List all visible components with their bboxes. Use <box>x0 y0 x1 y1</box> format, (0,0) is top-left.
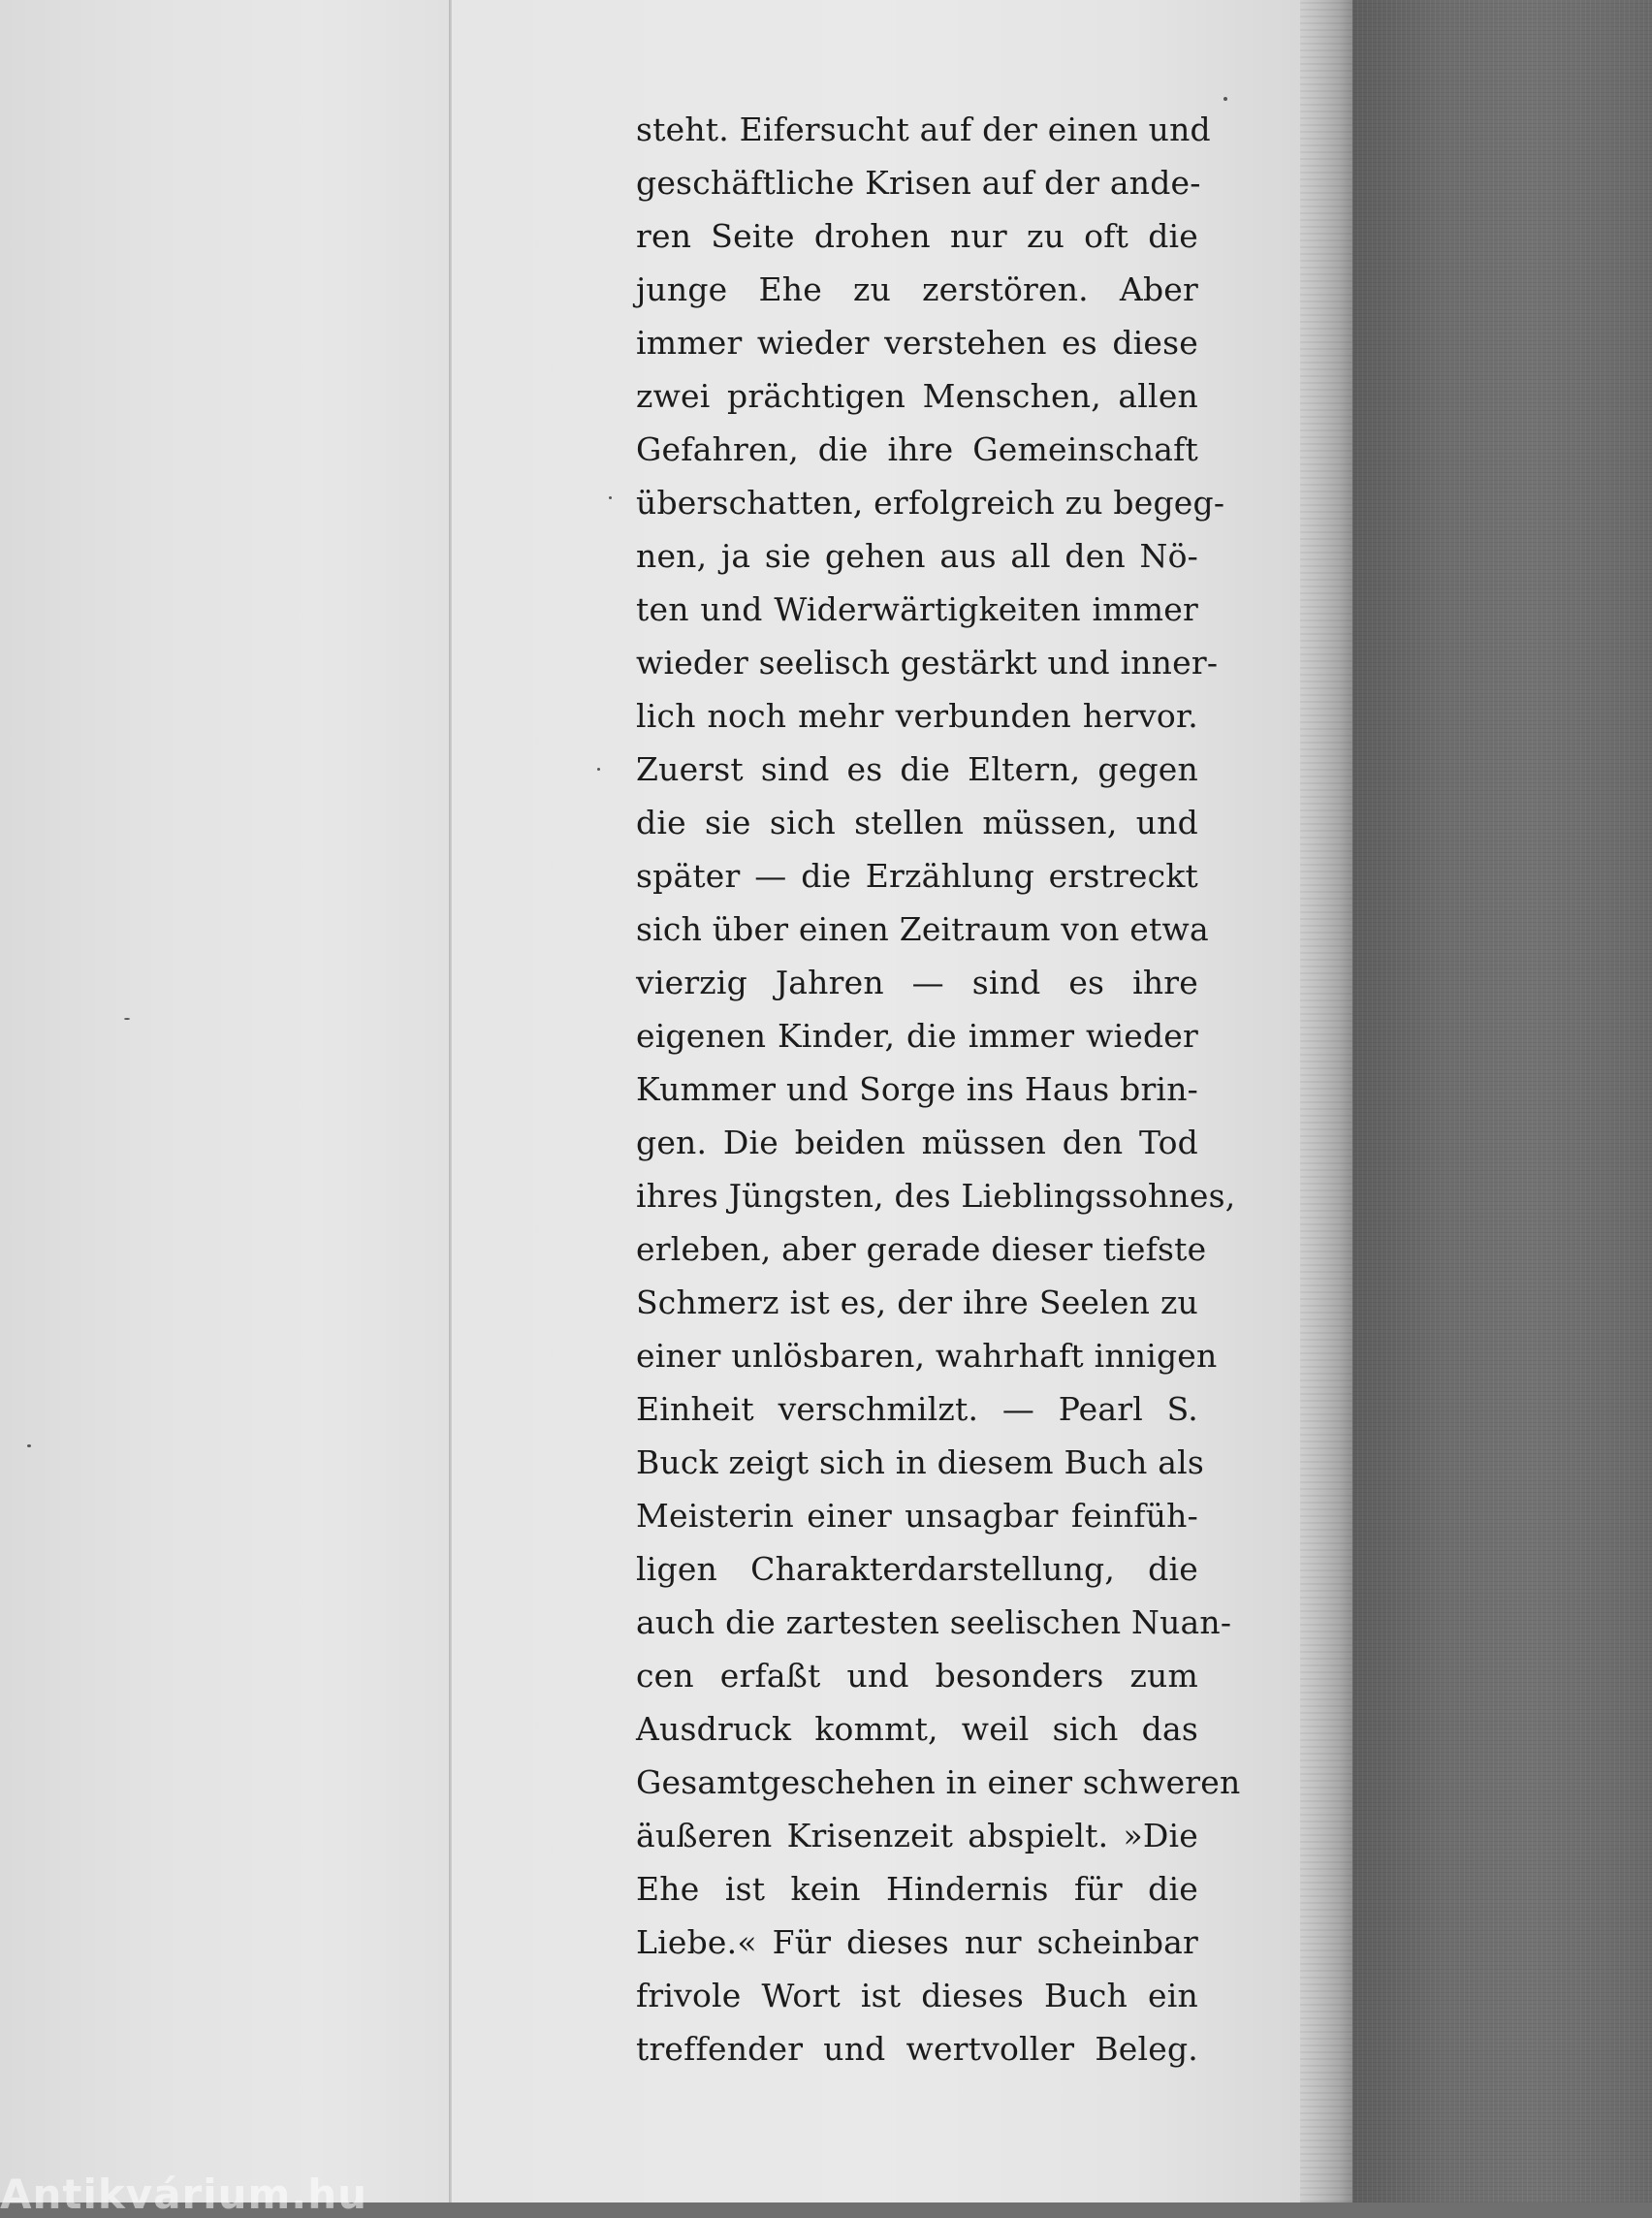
text-line: einer unlösbaren, wahrhaft innigen <box>636 1337 1218 1375</box>
text-line: Gefahren, die ihre Gemeinschaft <box>636 430 1198 468</box>
text-line: ihres Jüngsten, des Lieblingssohnes, <box>636 1177 1236 1215</box>
text-line: lich noch mehr verbunden hervor. <box>636 697 1198 735</box>
text-line: steht. Eifersucht auf der einen und <box>636 111 1211 148</box>
text-line: ligen Charakterdarstellung, die <box>636 1550 1198 1588</box>
watermark: Antikvárium.hu <box>0 2170 368 2218</box>
text-line: ren Seite drohen nur zu oft die <box>636 217 1198 255</box>
left-page <box>0 0 451 2202</box>
text-line: Buck zeigt sich in diesem Buch als <box>636 1443 1204 1481</box>
text-line: überschatten, erfolgreich zu begeg- <box>636 484 1225 522</box>
text-line: geschäftliche Krisen auf der ande- <box>636 164 1201 202</box>
text-line: gen. Die beiden müssen den Tod <box>636 1124 1198 1161</box>
text-line: Ehe ist kein Hindernis für die <box>636 1870 1198 1908</box>
text-line: später — die Erzählung erstreckt <box>636 857 1198 895</box>
text-line: immer wieder verstehen es diese <box>636 324 1198 362</box>
text-line: Liebe.« Für dieses nur scheinbar <box>636 1923 1198 1961</box>
text-line: Einheit verschmilzt. — Pearl S. <box>636 1390 1198 1428</box>
text-line: junge Ehe zu zerstören. Aber <box>636 270 1198 308</box>
paper-speck <box>609 496 612 499</box>
text-line: Kummer und Sorge ins Haus brin- <box>636 1070 1198 1108</box>
text-line: zwei prächtigen Menschen, allen <box>636 377 1198 415</box>
text-line: vierzig Jahren — sind es ihre <box>636 964 1198 1001</box>
paper-speck <box>597 768 600 771</box>
text-line: treffender und wertvoller Beleg. <box>636 2030 1198 2068</box>
text-line: Schmerz ist es, der ihre Seelen zu <box>636 1283 1198 1321</box>
paper-speck <box>1223 97 1227 101</box>
text-line: Ausdruck kommt, weil sich das <box>636 1710 1198 1748</box>
text-line: cen erfaßt und besonders zum <box>636 1657 1198 1695</box>
text-line: erleben, aber gerade dieser tiefste <box>636 1230 1207 1268</box>
spine-edge <box>1300 0 1352 2202</box>
text-line: frivole Wort ist dieses Buch ein <box>636 1977 1198 2014</box>
text-column <box>636 103 1241 2075</box>
text-line: wieder seelisch gestärkt und inner- <box>636 644 1219 681</box>
paper-speck <box>27 1444 31 1447</box>
text-line: eigenen Kinder, die immer wieder <box>636 1017 1198 1055</box>
text-line: die sie sich stellen müssen, und <box>636 804 1198 841</box>
text-line: ten und Widerwärtigkeiten immer <box>636 590 1198 628</box>
text-line: sich über einen Zeitraum von etwa <box>636 910 1209 948</box>
text-line: nen, ja sie gehen aus all den Nö- <box>636 537 1198 575</box>
text-line: Meisterin einer unsagbar feinfüh- <box>636 1497 1198 1535</box>
cover-board <box>1352 0 1652 2202</box>
text-line: Zuerst sind es die Eltern, gegen <box>636 750 1198 788</box>
text-line: äußeren Krisenzeit abspielt. »Die <box>636 1817 1198 1854</box>
text-line: auch die zartesten seelischen Nuan- <box>636 1603 1232 1641</box>
paper-speck <box>124 1018 130 1020</box>
text-line: Gesamtgeschehen in einer schweren <box>636 1763 1241 1801</box>
